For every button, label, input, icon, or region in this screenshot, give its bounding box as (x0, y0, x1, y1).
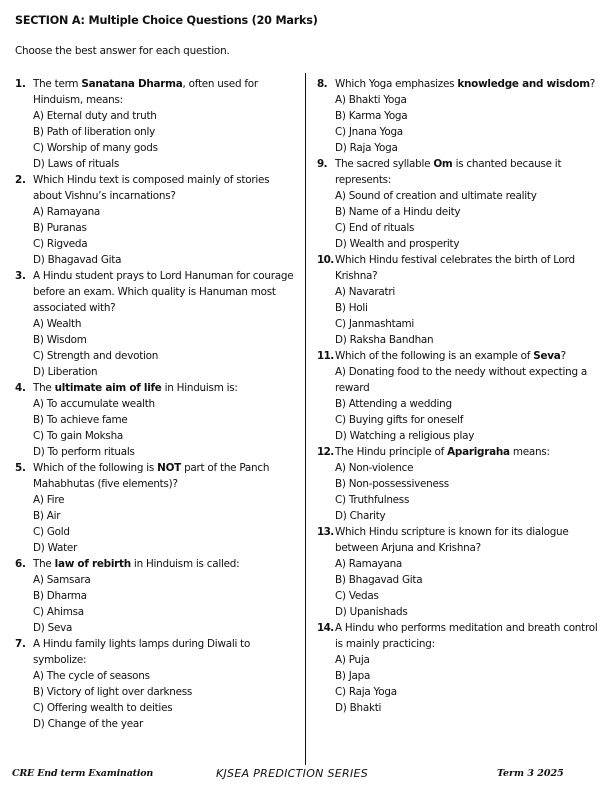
answer-option: D) Wealth and prosperity (335, 238, 460, 250)
question-text-part: A Hindu family lights lamps during Diwali to symbolize: (33, 638, 251, 666)
answer-option: C) Raja Yoga (335, 686, 397, 698)
question-text-part: , often used for Hinduism, means: (33, 78, 258, 106)
answer-option: D) Water (33, 542, 78, 554)
question-text-part: in Hinduism is: (161, 382, 238, 394)
question-number: 10. (317, 254, 334, 266)
answer-option: D) Laws of rituals (33, 158, 120, 170)
question-item (15, 268, 297, 380)
question-keyword: Aparigraha (447, 446, 510, 458)
question-text-part: Which Hindu scripture is known for its dialogue between Arjuna and Krishna? (335, 526, 569, 554)
footer-series: KJSEA PREDICTION SERIES (216, 767, 369, 780)
answer-option: C) Gold (33, 526, 70, 538)
question-text-part: part of the Panch Mahabhutas (five elements)? (33, 462, 270, 490)
question-text-part: The term (33, 78, 82, 90)
answer-option: B) Dharma (33, 590, 87, 602)
question-text (33, 270, 293, 314)
answer-option: A) Non-violence (335, 462, 414, 474)
answer-option: D) Charity (335, 510, 386, 522)
question-text-part: Which Hindu festival celebrates the birth of Lord Krishna? (335, 254, 575, 282)
question-item (15, 380, 297, 460)
question-number: 3. (15, 270, 26, 282)
answer-option: C) Rigveda (33, 238, 88, 250)
page-footer (0, 768, 612, 788)
instructions: Choose the best answer for each question. (15, 45, 230, 57)
question-number: 1. (15, 78, 26, 90)
question-text (335, 254, 575, 282)
question-text-part: Which Yoga emphasizes (335, 78, 458, 90)
left-column (15, 76, 297, 732)
right-column (317, 76, 602, 716)
answer-option: C) Offering wealth to deities (33, 702, 173, 714)
answer-option: D) Liberation (33, 366, 98, 378)
question-text (335, 622, 598, 650)
answer-option: A) To accumulate wealth (33, 398, 155, 410)
column-divider (305, 73, 306, 765)
question-text (335, 350, 566, 362)
answer-option: B) Non-possessiveness (335, 478, 449, 490)
question-keyword: ultimate aim of life (54, 382, 162, 394)
question-item (317, 348, 602, 444)
section-title: SECTION A: Multiple Choice Questions (20 Marks) (15, 14, 318, 27)
answer-option: A) The cycle of seasons (33, 670, 150, 682)
answer-option: B) Japa (335, 670, 371, 682)
question-number: 7. (15, 638, 26, 650)
answer-option: A) Navaratri (335, 286, 395, 298)
question-number: 8. (317, 78, 327, 90)
question-number: 13. (317, 526, 334, 538)
answer-option: A) Sound of creation and ultimate reality (335, 190, 537, 202)
question-item (317, 620, 602, 716)
answer-option: A) Fire (33, 494, 65, 506)
question-text (335, 446, 550, 458)
question-number: 5. (15, 462, 26, 474)
answer-option: C) Janmashtami (335, 318, 415, 330)
answer-option: D) To perform rituals (33, 446, 135, 458)
answer-option: B) Attending a wedding (335, 398, 452, 410)
answer-option: C) Vedas (335, 590, 379, 602)
question-text (33, 558, 239, 570)
answer-option: C) Buying gifts for oneself (335, 414, 464, 426)
question-keyword: Om (433, 158, 453, 170)
question-text-part: The sacred syllable (335, 158, 434, 170)
question-item (317, 252, 602, 348)
question-item (317, 444, 602, 524)
answer-option: B) Path of liberation only (33, 126, 156, 138)
answer-option: B) Puranas (33, 222, 87, 234)
answer-option: A) Donating food to the needy without expecting a reward (335, 366, 587, 394)
question-keyword: knowledge and wisdom (457, 78, 590, 90)
answer-option: A) Ramayana (33, 206, 101, 218)
question-number: 9. (317, 158, 327, 170)
answer-option: C) Ahimsa (33, 606, 84, 618)
answer-option: A) Bhakti Yoga (335, 94, 407, 106)
answer-option: C) Strength and devotion (33, 350, 159, 362)
answer-option: B) Name of a Hindu deity (335, 206, 461, 218)
answer-option: B) Wisdom (33, 334, 87, 346)
question-text-part: ? (560, 350, 566, 362)
question-item (15, 460, 297, 556)
question-item (317, 156, 602, 252)
answer-option: D) Bhakti (335, 702, 382, 714)
question-number: 12. (317, 446, 334, 458)
question-text-part: Which Hindu text is composed mainly of stories about Vishnu’s incarnations? (33, 174, 270, 202)
answer-option: D) Upanishads (335, 606, 408, 618)
question-text (33, 638, 250, 666)
answer-option: A) Wealth (33, 318, 82, 330)
question-text-part: The (33, 558, 55, 570)
answer-option: D) Change of the year (33, 718, 144, 730)
question-text-part: A Hindu who performs meditation and breath control is mainly practicing: (335, 622, 598, 650)
answer-option: B) Karma Yoga (335, 110, 408, 122)
question-text-part: A Hindu student prays to Lord Hanuman for courage before an exam. Which quality is Hanuman most associated with? (33, 270, 294, 314)
answer-option: C) Truthfulness (335, 494, 410, 506)
question-keyword: NOT (157, 462, 182, 474)
answer-option: C) To gain Moksha (33, 430, 124, 442)
answer-option: D) Raksha Bandhan (335, 334, 434, 346)
answer-option: C) Worship of many gods (33, 142, 158, 154)
question-text-part: The Hindu principle of (335, 446, 448, 458)
question-text-part: Which of the following is an example of (335, 350, 534, 362)
question-keyword: Sanatana Dharma (81, 78, 183, 90)
question-text (33, 462, 269, 490)
answer-option: B) Air (33, 510, 61, 522)
answer-option: B) Holi (335, 302, 368, 314)
answer-option: D) Raja Yoga (335, 142, 398, 154)
question-text (335, 78, 595, 90)
question-text-part: in Hinduism is called: (130, 558, 240, 570)
answer-option: B) To achieve fame (33, 414, 128, 426)
question-item (15, 76, 297, 172)
question-text (335, 526, 569, 554)
footer-term: Term 3 2025 (497, 768, 564, 779)
question-number: 6. (15, 558, 26, 570)
question-keyword: Seva (533, 350, 561, 362)
question-text (33, 78, 258, 106)
question-text (33, 174, 269, 202)
answer-option: B) Victory of light over darkness (33, 686, 193, 698)
question-keyword: law of rebirth (54, 558, 131, 570)
question-text-part: means: (509, 446, 550, 458)
answer-option: D) Bhagavad Gita (33, 254, 122, 266)
question-item (15, 636, 297, 732)
question-number: 11. (317, 350, 334, 362)
answer-option: A) Ramayana (335, 558, 403, 570)
question-item (317, 524, 602, 620)
answer-option: A) Puja (335, 654, 370, 666)
answer-option: D) Watching a religious play (335, 430, 475, 442)
question-item (15, 556, 297, 636)
question-text-part: The (33, 382, 55, 394)
question-text-part: Which of the following is (33, 462, 158, 474)
question-text-part: ? (589, 78, 596, 90)
question-item (317, 76, 602, 156)
question-number: 2. (15, 174, 26, 186)
question-number: 14. (317, 622, 334, 634)
answer-option: B) Bhagavad Gita (335, 574, 423, 586)
question-text (335, 158, 561, 186)
question-text-part: is chanted because it represents: (335, 158, 562, 186)
question-number: 4. (15, 382, 26, 394)
answer-option: A) Samsara (33, 574, 91, 586)
question-text (33, 382, 238, 394)
answer-option: C) Jnana Yoga (335, 126, 403, 138)
answer-option: C) End of rituals (335, 222, 415, 234)
question-item (15, 172, 297, 268)
footer-exam-title: CRE End term Examination (12, 768, 154, 779)
answer-option: A) Eternal duty and truth (33, 110, 157, 122)
answer-option: D) Seva (33, 622, 73, 634)
